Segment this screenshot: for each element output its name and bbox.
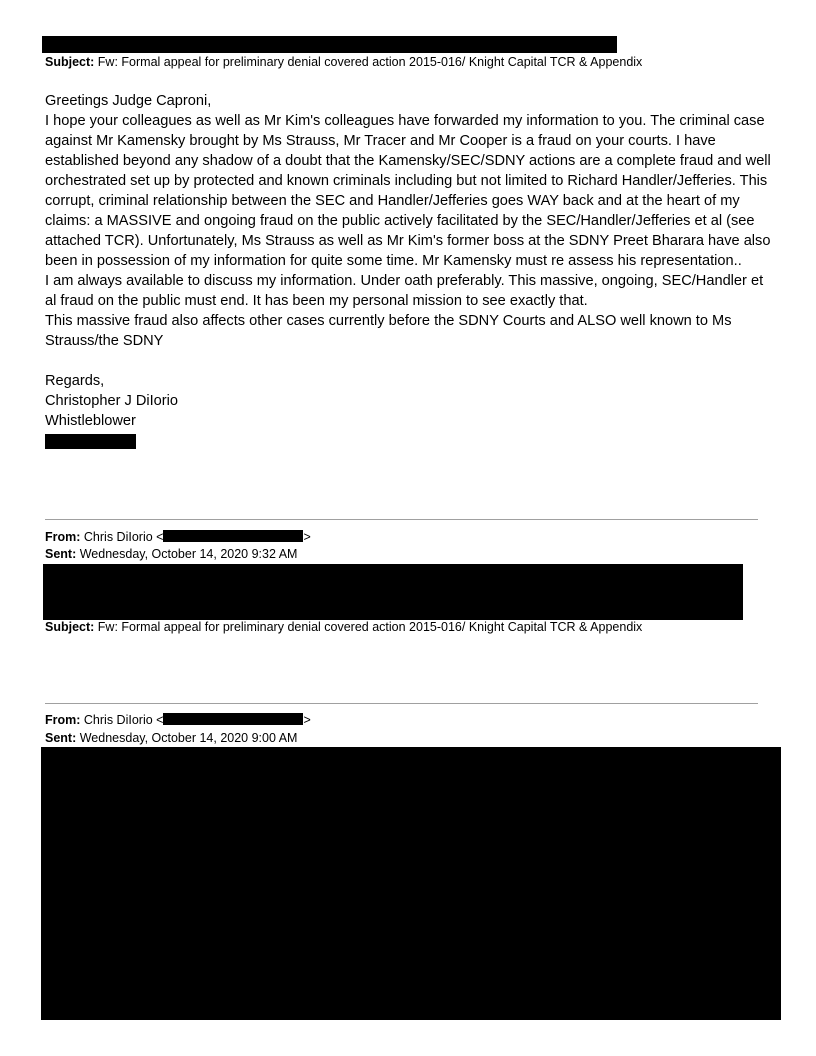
forward-2-sent — [45, 731, 297, 746]
redacted-email-address — [163, 713, 303, 725]
from-name: Chris DiIorio < — [83, 713, 164, 727]
divider-1 — [45, 519, 758, 520]
forward-2-from — [45, 713, 311, 728]
sent-label: Sent: — [45, 547, 77, 561]
sent-label: Sent: — [45, 731, 77, 745]
sent-date: Wednesday, October 14, 2020 9:32 AM — [79, 547, 298, 561]
redacted-header-block — [42, 36, 617, 53]
from-label: From: — [45, 713, 81, 727]
from-label: From: — [45, 530, 81, 544]
redacted-body-block — [41, 747, 781, 1020]
paragraph-2: I am always available to discuss my information. Under oath preferably. This massive, ongoing, SEC/Handler et al fraud on the public must end. It has been my personal mission to see exactly that. — [45, 273, 764, 309]
message-body — [45, 91, 775, 431]
sent-date: Wednesday, October 14, 2020 9:00 AM — [79, 731, 298, 745]
paragraph-1: I hope your colleagues as well as Mr Kim's colleagues have forwarded my information to you. The criminal case against Mr Kamensky brought by Ms Strauss, Mr Tracer and Mr Cooper is a fraud on your courts. I have established beyond any shadow of a doubt that the Kamensky/SEC/SDNY actions are a complete fraud and well orchestrated set up by protected and known criminals including but not limited to Richard Handler/Jefferies. This corrupt, criminal relationship between the SEC and Handler/Jefferies goes WAY back and at the heart of my claims: a MASSIVE and ongoing fraud on the public actively facilitated by the SEC/Handler/Jefferies et al (see attached TCR). Unfortunately, Ms Strauss as well as Mr Kim's former boss at the SDNY Preet Bharara have also been in possession of my information for quite some time. Mr Kamensky must re assess his representation.. — [45, 113, 771, 269]
signature-name: Christopher J DiIorio — [45, 393, 179, 409]
forward-1-sent — [45, 547, 297, 562]
from-name: Chris DiIorio < — [83, 530, 164, 544]
from-close: > — [303, 713, 311, 727]
divider-2 — [45, 703, 758, 704]
forward-1-from — [45, 530, 311, 545]
signature-title: Whistleblower — [45, 413, 136, 429]
subject-label: Subject: — [45, 55, 95, 69]
subject-text: Fw: Formal appeal for preliminary denial covered action 2015-016/ Knight Capital TCR & Appendix — [97, 55, 643, 69]
paragraph-3: This massive fraud also affects other cases currently before the SDNY Courts and ALSO well known to Ms Strauss/the SDNY — [45, 313, 732, 349]
closing: Regards, — [45, 373, 105, 389]
forward-1-subject — [45, 620, 642, 635]
subject-text: Fw: Formal appeal for preliminary denial covered action 2015-016/ Knight Capital TCR & Appendix — [97, 620, 643, 634]
redacted-recipients-block — [43, 564, 743, 620]
greeting: Greetings Judge Caproni, — [45, 93, 212, 109]
subject-label: Subject: — [45, 620, 95, 634]
redacted-email-address — [163, 530, 303, 542]
subject-line-top — [45, 55, 642, 70]
redacted-signature-contact — [45, 434, 136, 449]
from-close: > — [303, 530, 311, 544]
